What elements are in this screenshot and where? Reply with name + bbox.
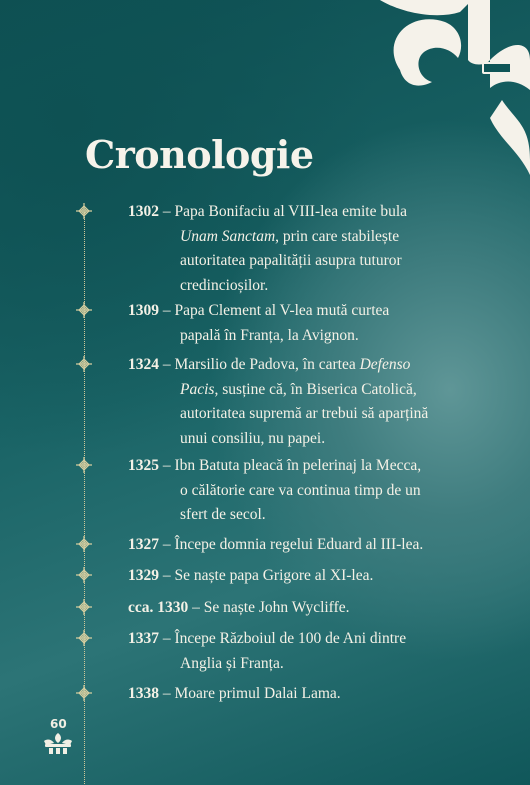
entry-dash: – — [162, 536, 171, 553]
entry-italic-title: Pacis — [180, 380, 215, 398]
entry-dash: – — [162, 685, 171, 702]
entry-year: 1337 — [128, 630, 159, 647]
entry-line: Se naște John Wycliffe. — [203, 599, 350, 616]
entry-line: autoritatea papalității asupra tuturor — [180, 252, 402, 269]
entry-dash: – — [162, 630, 171, 647]
entry-line: Papa Clement al V-lea mută curtea — [174, 302, 390, 319]
entry-dash: – — [162, 457, 171, 474]
entry-year: 1309 — [128, 302, 159, 319]
entry-line: Papa Bonifaciu al VIII-lea emite bula — [174, 203, 408, 220]
entry-line: Marsilio de Padova, în cartea — [174, 356, 360, 373]
entry-dash: – — [192, 599, 200, 616]
compass-rose-icon — [76, 630, 92, 646]
entry-italic-title: Unam Sanctam — [180, 227, 276, 245]
compass-rose-icon — [76, 302, 92, 318]
compass-rose-icon — [76, 536, 92, 552]
entry-dash: – — [162, 302, 171, 319]
compass-rose-icon — [76, 203, 92, 219]
compass-rose-icon — [76, 599, 92, 615]
compass-rose-icon — [76, 457, 92, 473]
entry-line: , prin care stabilește — [275, 227, 400, 245]
compass-rose-icon — [76, 567, 92, 583]
entry-line: , susține că, în Biserica Catolică, — [214, 380, 417, 398]
entry-line: Începe Războiul de 100 de Ani dintre — [174, 630, 407, 647]
entry-dash: – — [162, 203, 171, 220]
entry-year: 1338 — [128, 685, 159, 702]
entry-line: Se naște papa Grigore al XI-lea. — [174, 567, 374, 584]
entry-line: sfert de secol. — [180, 506, 266, 523]
entry-line: papală în Franța, la Avignon. — [180, 326, 359, 344]
entry-line: Începe domnia regelui Eduard al III-lea. — [174, 536, 424, 553]
entry-year: cca. 1330 — [128, 599, 189, 616]
entry-italic-title: Defenso — [359, 356, 411, 373]
fleur-de-lis-ornament — [340, 0, 530, 180]
entry-year: 1324 — [128, 356, 159, 373]
entry-line: Ibn Batuta pleacă în pelerinaj la Mecca, — [174, 457, 422, 474]
entry-line: credincioșilor. — [180, 276, 269, 294]
entry-year: 1302 — [128, 203, 159, 220]
compass-rose-icon — [76, 356, 92, 372]
entry-year: 1327 — [128, 536, 159, 553]
entry-line: Anglia și Franța. — [180, 654, 284, 672]
page-number: 60 — [50, 717, 67, 731]
entry-line: Moare primul Dalai Lama. — [174, 685, 341, 702]
entry-year: 1329 — [128, 567, 159, 584]
entry-line: unui consiliu, nu papei. — [180, 429, 326, 447]
entry-year: 1325 — [128, 457, 159, 474]
entry-line: o călătorie care va continua timp de un — [180, 481, 421, 499]
page-title: Cronologie — [85, 132, 314, 177]
entry-dash: – — [162, 356, 171, 373]
fleur-emblem-icon — [42, 732, 74, 754]
compass-rose-icon — [76, 685, 92, 701]
entry-line: autoritatea supremă ar trebui să aparțină — [180, 405, 429, 422]
entry-dash: – — [162, 567, 171, 584]
